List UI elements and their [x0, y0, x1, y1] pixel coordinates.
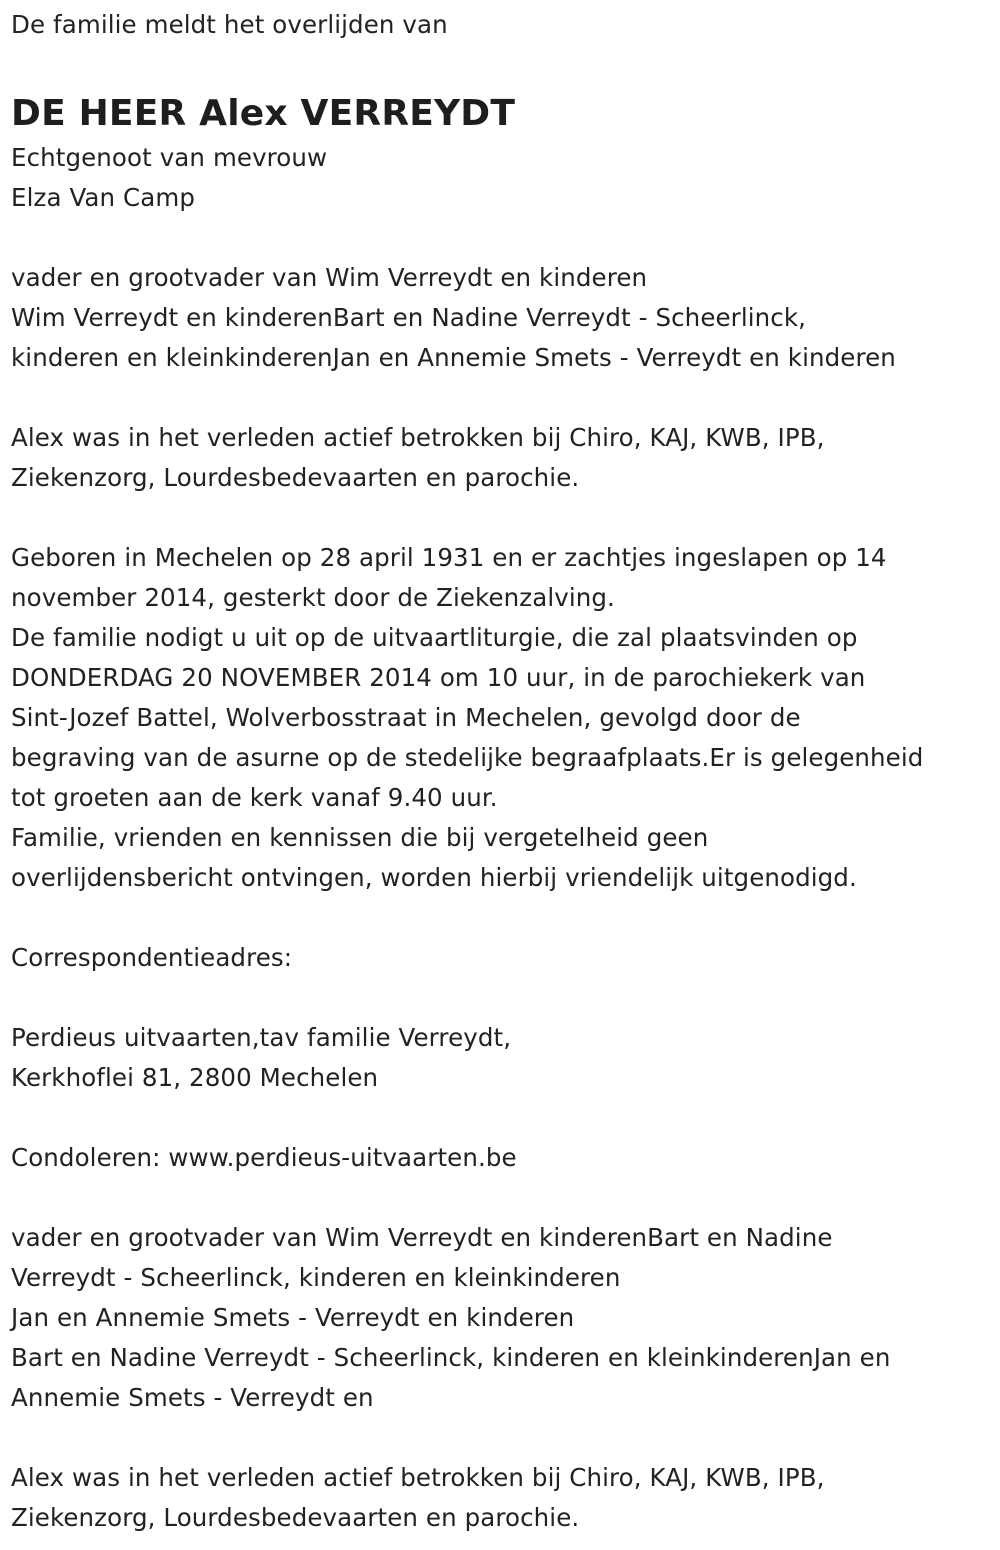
family-line: vader en grootvader van Wim Verreydt en kinderenBart en Nadine [11, 1223, 833, 1252]
spacer [11, 498, 996, 538]
spacer [11, 1098, 996, 1138]
details-line: Sint-Jozef Battel, Wolverbosstraat in Mechelen, gevolgd door de [11, 703, 801, 732]
intro-text: De familie meldt het overlijden van [11, 10, 448, 39]
spacer [11, 898, 996, 938]
activities-line: Alex was in het verleden actief betrokken bij Chiro, KAJ, KWB, IPB, [11, 423, 825, 452]
spacer [11, 1418, 996, 1458]
details-line: Geboren in Mechelen op 28 april 1931 en er zachtjes ingeslapen op 14 [11, 543, 887, 572]
activities-line: Ziekenzorg, Lourdesbedevaarten en parochie. [11, 1503, 580, 1532]
spacer [11, 45, 996, 85]
address-line: Kerkhoflei 81, 2800 Mechelen [11, 1063, 379, 1092]
details-line: overlijdensbericht ontvingen, worden hierbij vriendelijk uitgenodigd. [11, 863, 857, 892]
details-line: Familie, vrienden en kennissen die bij vergetelheid geen [11, 823, 709, 852]
family-line: kinderen en kleinkinderenJan en Annemie Smets - Verreydt en kinderen [11, 343, 896, 372]
details-line: begraving van de asurne op de stedelijke begraafplaats.Er is gelegenheid [11, 743, 924, 772]
family-line: Wim Verreydt en kinderenBart en Nadine Verreydt - Scheerlinck, [11, 303, 807, 332]
family-line: Jan en Annemie Smets - Verreydt en kinderen [11, 1303, 575, 1332]
spacer [11, 1178, 996, 1218]
family-line: Bart en Nadine Verreydt - Scheerlinck, kinderen en kleinkinderenJan en [11, 1343, 891, 1372]
details-line: DONDERDAG 20 NOVEMBER 2014 om 10 uur, in de parochiekerk van [11, 663, 866, 692]
condolences-line: Condoleren: www.perdieus-uitvaarten.be [11, 1143, 517, 1172]
details-line: november 2014, gesterkt door de Ziekenzalving. [11, 583, 615, 612]
family-line: Verreydt - Scheerlinck, kinderen en kleinkinderen [11, 1263, 621, 1292]
spouse-name: Elza Van Camp [11, 183, 195, 212]
deceased-name: DE HEER Alex VERREYDT [11, 93, 516, 134]
details-line: tot groeten aan de kerk vanaf 9.40 uur. [11, 783, 498, 812]
family-line: Annemie Smets - Verreydt en [11, 1383, 374, 1412]
spacer [11, 978, 996, 1018]
spacer [11, 218, 996, 258]
correspondence-label: Correspondentieadres: [11, 943, 293, 972]
family-line: vader en grootvader van Wim Verreydt en kinderen [11, 263, 648, 292]
spouse-line: Echtgenoot van mevrouw [11, 143, 328, 172]
spacer [11, 378, 996, 418]
activities-line: Alex was in het verleden actief betrokken bij Chiro, KAJ, KWB, IPB, [11, 1463, 825, 1492]
activities-line: Ziekenzorg, Lourdesbedevaarten en parochie. [11, 463, 580, 492]
obituary-notice [11, 5, 996, 1538]
details-line: De familie nodigt u uit op de uitvaartliturgie, die zal plaatsvinden op [11, 623, 858, 652]
address-line: Perdieus uitvaarten,tav familie Verreydt, [11, 1023, 512, 1052]
